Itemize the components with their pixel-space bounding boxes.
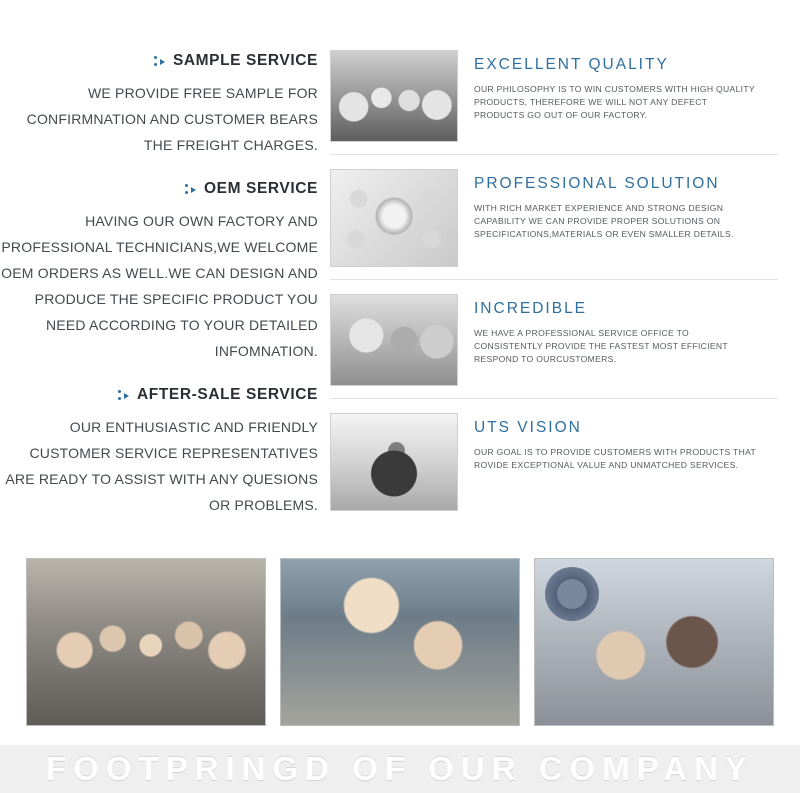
feature-text	[474, 413, 759, 472]
service-body: OUR ENTHUSIASTIC AND FRIENDLY CUSTOMER SERVICE REPRESENTATIVES ARE READY TO ASSIST WITH ANY QUESIONS OR PROBLEMS.	[5, 419, 318, 513]
feature-row	[330, 413, 778, 523]
footer-title: FOOTPRINGD OF OUR COMPANY	[46, 750, 754, 787]
arrow-bullet-icon	[118, 389, 129, 401]
gallery-photo-office-visitors	[534, 558, 774, 726]
gallery-photo-group-meeting	[26, 558, 266, 726]
feature-row	[330, 169, 778, 280]
gallery-photo-customer-visit	[280, 558, 520, 726]
feature-description: OUR GOAL IS TO PROVIDE CUSTOMERS WITH PRODUCTS THAT ROVIDE EXCEPTIONAL VALUE AND UNMATCHED SERVICES.	[474, 447, 756, 470]
service-heading	[0, 180, 318, 198]
service-title: SAMPLE SERVICE	[172, 52, 318, 69]
company-logo-icon	[545, 567, 599, 621]
service-title: OEM SERVICE	[204, 180, 318, 197]
arrow-bullet-icon	[154, 55, 165, 67]
feature-title: EXCELLENT QUALITY	[474, 56, 669, 73]
feature-text	[474, 294, 759, 366]
service-body: HAVING OUR OWN FACTORY AND PROFESSIONAL TECHNICIANS,WE WELCOME OEM ORDERS AS WELL.WE CAN DESIGN AND PRODUCE THE SPECIFIC PRODUCT YOU NEED ACCORDING TO YOUR DETAILED INFOMNATION.	[1, 213, 318, 359]
feature-description: WE HAVE A PROFESSIONAL SERVICE OFFICE TO CONSISTENTLY PROVIDE THE FASTEST MOST EFFICIENT RESPOND TO OURCUSTOMERS.	[474, 328, 728, 364]
service-block-after-sale	[0, 386, 318, 518]
arrow-bullet-icon	[185, 183, 196, 195]
services-column	[0, 0, 330, 545]
feature-text	[474, 50, 759, 122]
service-block-oem	[0, 180, 318, 364]
feature-description: OUR PHILOSOPHY IS TO WIN CUSTOMERS WITH HIGH QUALITY PRODUCTS, THEREFORE WE WILL NOT ANY DEFECT PRODUCTS GO OUT OF OUR FACTORY.	[474, 84, 755, 120]
service-heading	[0, 52, 318, 70]
footer-band	[0, 745, 800, 793]
feature-row	[330, 50, 778, 155]
photo-gallery	[0, 558, 800, 733]
feature-description: WITH RICH MARKET EXPERIENCE AND STRONG DESIGN CAPABILITY WE CAN PROVIDE PROPER SOLUTIONS ON SPECIFICATIONS,MATERIALS OR EVEN SMALLER DETAILS.	[474, 203, 734, 239]
team-photo	[330, 50, 458, 142]
feature-title: PROFESSIONAL SOLUTION	[474, 175, 720, 192]
support-photo	[330, 294, 458, 386]
service-body: WE PROVIDE FREE SAMPLE FOR CONFIRMNATION AND CUSTOMER BEARS THE FREIGHT CHARGES.	[26, 85, 318, 153]
molecule-photo	[330, 169, 458, 267]
features-column	[330, 0, 800, 545]
service-title: AFTER-SALE SERVICE	[136, 386, 318, 403]
feature-title: UTS VISION	[474, 419, 582, 436]
service-heading	[0, 386, 318, 404]
feature-title: INCREDIBLE	[474, 300, 588, 317]
feature-row	[330, 294, 778, 399]
feature-text	[474, 169, 759, 241]
service-block-sample	[0, 52, 318, 158]
plant-photo	[330, 413, 458, 511]
